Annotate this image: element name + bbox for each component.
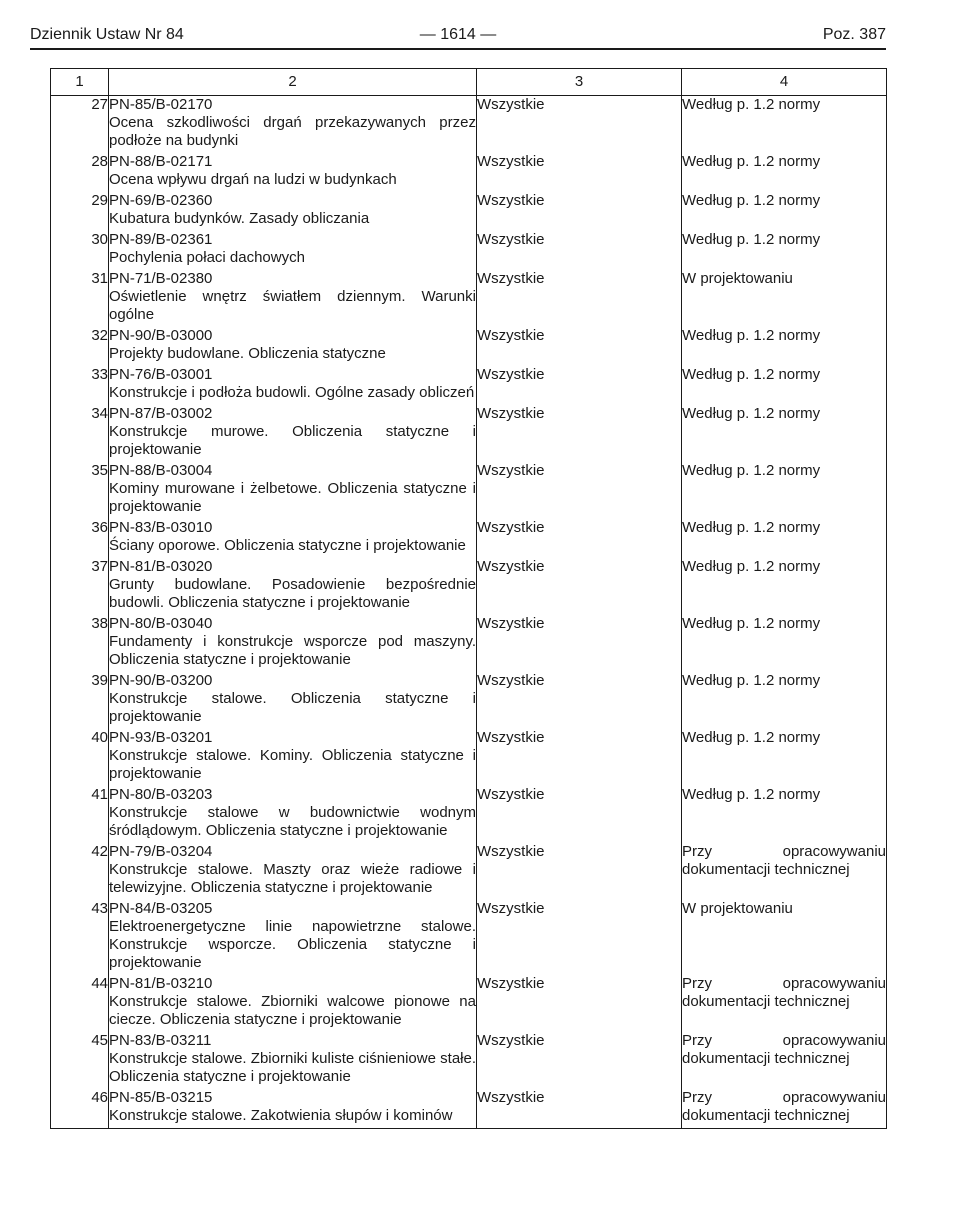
deadline-cell: Według p. 1.2 normy: [682, 786, 887, 843]
norm-cell: [109, 153, 477, 192]
norm-title: Kubatura budynków. Zasady obliczania: [109, 210, 370, 227]
column-header-2: 2: [109, 69, 477, 96]
norm-cell: [109, 519, 477, 558]
scope-cell: Wszystkie: [477, 672, 682, 729]
deadline-cell: Według p. 1.2 normy: [682, 231, 887, 270]
norm-code: PN-93/B-03201: [109, 729, 213, 746]
row-number: 41: [51, 786, 109, 843]
row-number: 31: [51, 270, 109, 327]
row-number: 38: [51, 615, 109, 672]
norm-code: PN-88/B-03004: [109, 462, 213, 479]
norm-cell: [109, 327, 477, 366]
scope-cell: Wszystkie: [477, 192, 682, 231]
norm-title: Oświetlenie wnętrz światłem dziennym. Warunki ogólne: [109, 288, 476, 323]
norm-title: Ocena wpływu drgań na ludzi w budynkach: [109, 171, 397, 188]
row-number: 45: [51, 1032, 109, 1089]
header-rule: [30, 48, 886, 50]
scope-cell: Wszystkie: [477, 975, 682, 1032]
norm-cell: [109, 462, 477, 519]
table-row: [51, 96, 887, 154]
scope-cell: Wszystkie: [477, 96, 682, 154]
table-row: [51, 975, 887, 1032]
deadline-cell: Według p. 1.2 normy: [682, 672, 887, 729]
norm-cell: [109, 975, 477, 1032]
norm-title: Konstrukcje stalowe. Obliczenia statyczne i projektowanie: [109, 690, 476, 725]
deadline-cell: Przy opracowywaniu dokumentacji technicznej: [682, 975, 887, 1032]
scope-cell: Wszystkie: [477, 786, 682, 843]
row-number: 28: [51, 153, 109, 192]
table-row: [51, 1032, 887, 1089]
scope-cell: Wszystkie: [477, 843, 682, 900]
row-number: 46: [51, 1089, 109, 1129]
deadline-cell: Według p. 1.2 normy: [682, 615, 887, 672]
norm-code: PN-85/B-02170: [109, 96, 213, 113]
position-number: Poz. 387: [822, 26, 886, 43]
norm-code: PN-90/B-03000: [109, 327, 213, 344]
norm-code: PN-90/B-03200: [109, 672, 213, 689]
row-number: 40: [51, 729, 109, 786]
page-number: — 1614 —: [419, 26, 497, 43]
scope-cell: Wszystkie: [477, 270, 682, 327]
deadline-cell: Przy opracowywaniu dokumentacji technicznej: [682, 1032, 887, 1089]
table-row: [51, 615, 887, 672]
norm-code: PN-76/B-03001: [109, 366, 213, 383]
table-row: [51, 786, 887, 843]
norm-cell: [109, 405, 477, 462]
norm-cell: [109, 729, 477, 786]
row-number: 42: [51, 843, 109, 900]
deadline-cell: Według p. 1.2 normy: [682, 462, 887, 519]
norm-code: PN-84/B-03205: [109, 900, 213, 917]
norm-title: Ocena szkodliwości drgań przekazywanych przez podłoże na budynki: [109, 114, 476, 149]
norm-code: PN-80/B-03040: [109, 615, 213, 632]
scope-cell: Wszystkie: [477, 405, 682, 462]
row-number: 32: [51, 327, 109, 366]
norm-cell: [109, 672, 477, 729]
scope-cell: Wszystkie: [477, 729, 682, 786]
table-row: [51, 270, 887, 327]
scope-cell: Wszystkie: [477, 153, 682, 192]
scope-cell: Wszystkie: [477, 615, 682, 672]
norm-code: PN-83/B-03010: [109, 519, 213, 536]
table-row: [51, 405, 887, 462]
row-number: 36: [51, 519, 109, 558]
deadline-cell: W projektowaniu: [682, 900, 887, 975]
norm-title: Konstrukcje stalowe. Zbiorniki kuliste ciśnieniowe stałe. Obliczenia statyczne i projektowanie: [109, 1050, 476, 1085]
deadline-cell: Według p. 1.2 normy: [682, 366, 887, 405]
table-row: [51, 153, 887, 192]
deadline-cell: Według p. 1.2 normy: [682, 192, 887, 231]
row-number: 39: [51, 672, 109, 729]
norm-title: Projekty budowlane. Obliczenia statyczne: [109, 345, 386, 362]
table-row: [51, 843, 887, 900]
scope-cell: Wszystkie: [477, 519, 682, 558]
table-row: [51, 672, 887, 729]
norm-code: PN-87/B-03002: [109, 405, 213, 422]
norm-title: Kominy murowane i żelbetowe. Obliczenia statyczne i projektowanie: [109, 480, 476, 515]
column-header-3: 3: [477, 69, 682, 96]
row-number: 34: [51, 405, 109, 462]
table-row: [51, 192, 887, 231]
norm-title: Konstrukcje stalowe. Zbiorniki walcowe pionowe na ciecze. Obliczenia statyczne i projektowanie: [109, 993, 476, 1028]
norms-table: [50, 68, 887, 1129]
table-row: [51, 900, 887, 975]
norm-code: PN-83/B-03211: [109, 1032, 212, 1049]
table-header-row: [51, 69, 887, 96]
scope-cell: Wszystkie: [477, 1089, 682, 1129]
scope-cell: Wszystkie: [477, 231, 682, 270]
table-row: [51, 558, 887, 615]
scope-cell: Wszystkie: [477, 1032, 682, 1089]
scope-cell: Wszystkie: [477, 327, 682, 366]
deadline-cell: Przy opracowywaniu dokumentacji technicznej: [682, 1089, 887, 1129]
table-row: [51, 366, 887, 405]
norm-cell: [109, 1032, 477, 1089]
norm-cell: [109, 96, 477, 154]
norm-code: PN-89/B-02361: [109, 231, 213, 248]
row-number: 29: [51, 192, 109, 231]
row-number: 37: [51, 558, 109, 615]
norm-code: PN-85/B-03215: [109, 1089, 213, 1106]
norm-code: PN-81/B-03210: [109, 975, 213, 992]
deadline-cell: Według p. 1.2 normy: [682, 729, 887, 786]
norm-cell: [109, 786, 477, 843]
norm-cell: [109, 366, 477, 405]
table-row: [51, 729, 887, 786]
norm-title: Konstrukcje i podłoża budowli. Ogólne zasady obliczeń: [109, 384, 475, 401]
row-number: 33: [51, 366, 109, 405]
norm-title: Ściany oporowe. Obliczenia statyczne i projektowanie: [109, 537, 466, 554]
norm-cell: [109, 615, 477, 672]
table-row: [51, 1089, 887, 1129]
deadline-cell: W projektowaniu: [682, 270, 887, 327]
norm-cell: [109, 231, 477, 270]
norm-code: PN-71/B-02380: [109, 270, 213, 287]
row-number: 30: [51, 231, 109, 270]
norm-code: PN-69/B-02360: [109, 192, 213, 209]
norm-title: Konstrukcje stalowe w budownictwie wodnym śródlądowym. Obliczenia statyczne i projektowanie: [109, 804, 476, 839]
norm-code: PN-79/B-03204: [109, 843, 213, 860]
deadline-cell: Według p. 1.2 normy: [682, 558, 887, 615]
scope-cell: Wszystkie: [477, 462, 682, 519]
scope-cell: Wszystkie: [477, 558, 682, 615]
norm-title: Elektroenergetyczne linie napowietrzne stalowe. Konstrukcje wsporcze. Obliczenia statyczne i projektowanie: [109, 918, 476, 971]
table-row: [51, 462, 887, 519]
norm-title: Fundamenty i konstrukcje wsporcze pod maszyny. Obliczenia statyczne i projektowanie: [109, 633, 476, 668]
table-row: [51, 519, 887, 558]
norm-title: Konstrukcje stalowe. Kominy. Obliczenia statyczne i projektowanie: [109, 747, 476, 782]
deadline-cell: Według p. 1.2 normy: [682, 153, 887, 192]
deadline-cell: Według p. 1.2 normy: [682, 519, 887, 558]
norm-cell: [109, 558, 477, 615]
norm-title: Konstrukcje murowe. Obliczenia statyczne i projektowanie: [109, 423, 476, 458]
norm-title: Konstrukcje stalowe. Zakotwienia słupów i kominów: [109, 1107, 453, 1124]
deadline-cell: Według p. 1.2 normy: [682, 96, 887, 154]
column-header-1: 1: [51, 69, 109, 96]
norm-title: Konstrukcje stalowe. Maszty oraz wieże radiowe i telewizyjne. Obliczenia statyczne i projektowanie: [109, 861, 476, 896]
deadline-cell: Według p. 1.2 normy: [682, 327, 887, 366]
table-row: [51, 231, 887, 270]
norm-cell: [109, 1089, 477, 1129]
norm-title: Grunty budowlane. Posadowienie bezpośrednie budowli. Obliczenia statyczne i projektowanie: [109, 576, 476, 611]
deadline-cell: Przy opracowywaniu dokumentacji technicznej: [682, 843, 887, 900]
row-number: 44: [51, 975, 109, 1032]
row-number: 43: [51, 900, 109, 975]
row-number: 35: [51, 462, 109, 519]
scope-cell: Wszystkie: [477, 366, 682, 405]
norm-title: Pochylenia połaci dachowych: [109, 249, 305, 266]
norm-code: PN-80/B-03203: [109, 786, 213, 803]
norm-cell: [109, 843, 477, 900]
norm-code: PN-88/B-02171: [109, 153, 213, 170]
table-body: [51, 96, 887, 1129]
norm-cell: [109, 900, 477, 975]
column-header-4: 4: [682, 69, 887, 96]
table-row: [51, 327, 887, 366]
row-number: 27: [51, 96, 109, 154]
deadline-cell: Według p. 1.2 normy: [682, 405, 887, 462]
scope-cell: Wszystkie: [477, 900, 682, 975]
norm-cell: [109, 270, 477, 327]
norm-cell: [109, 192, 477, 231]
journal-title: Dziennik Ustaw Nr 84: [30, 26, 184, 43]
norm-code: PN-81/B-03020: [109, 558, 213, 575]
